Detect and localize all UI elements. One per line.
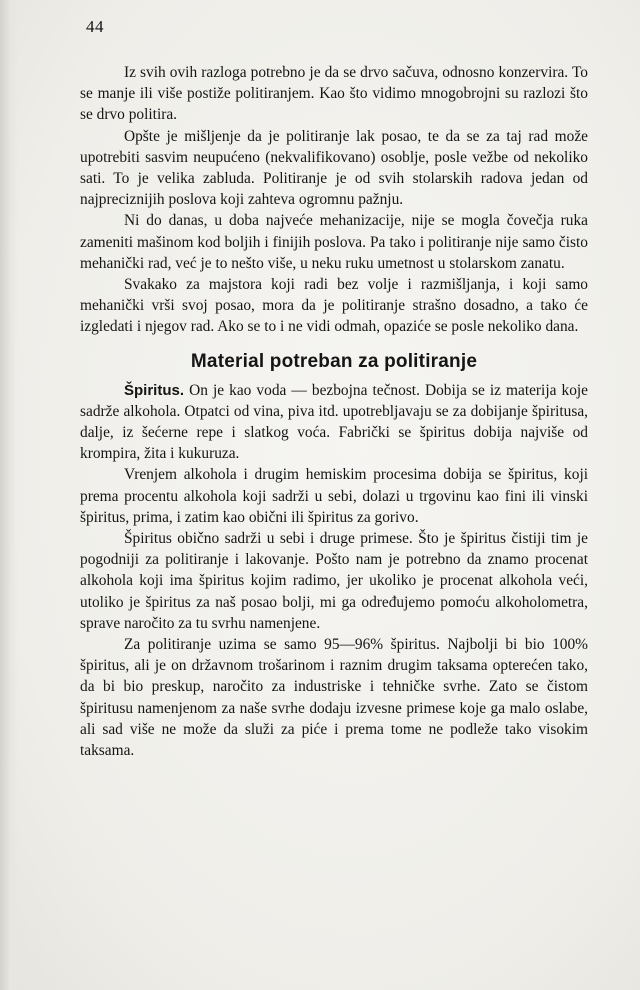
paragraph-intro-1: Iz svih ovih razloga potrebno je da se drvo sačuva, odnosno konzervira. To se manje ili više postiže politiranjem. Kao što vidimo mnogobrojni su razlozi što se drvo politira. xyxy=(80,64,588,124)
term-spiritus-text: On je kao voda — bezbojna tečnost. Dobija se iz materija koje sadrže alkohola. Otpatci od vina, piva itd. upotrebljavaju se za dobijanje špiritusa, dalje, iz šećerne repe i slatkog voća. Fabrički se špiritus dobija najviše od krompira, žita i kukuruza. xyxy=(80,381,588,463)
paragraph-body-1: Vrenjem alkohola i drugim hemiskim procesima dobija se špiritus, koji prema procentu alkohola koji sadrži u sebi, dolazi u trgovinu kao fini ili vinski špiritus, prima, i zatim kao obični ili špiritus za gorivo. xyxy=(80,466,588,526)
term-spiritus: Špiritus. xyxy=(124,381,185,399)
paragraph-intro-4: Svakako za majstora koji radi bez volje i razmišljanja, i koji samo mehanički vrši svoj posao, mora da je politiranje strašno dosadno, a tako će izgledati i njegov rad. Ako se to i ne vidi odmah, opaziće se posle nekoliko dana. xyxy=(80,276,588,336)
paragraph-body-3: Za politiranje uzima se samo 95—96% špiritus. Najbolji bi bio 100% špiritus, ali je on državnom trošarinom i raznim drugim taksama opterećen tako, da bi bio preskup, naročito za industriske i tehničke svrhe. Zato se čistom špiritusu namenjenom za naše svrhe dodaju izvesne primese koje ga malo oslabe, ali sad više ne može da služi za piće i prema tome ne podleže tako visokim taksama. xyxy=(80,636,588,760)
paragraph-intro-3: Ni do danas, u doba najveće mehanizacije, nije se mogla čovečja ruka zameniti mašinom kod boljih i finijih poslova. Pa tako i politiranje nije samo čisto mehanički rad, već je to nešto više, u neku ruku umetnost u stolarskom zanatu. xyxy=(80,212,588,272)
paragraph-body-2: Špiritus obično sadrži u sebi i druge primese. Što je špiritus čistiji tim je pogodniji za politiranje i lakovanje. Pošto nam je potrebno da znamo procenat alkohola koji ima špiritus kojim radimo, jer ukoliko je procenat alkohola veći, utoliko je špiritus za naš posao bolji, mi ga određujemo pomoću alkoholometra, sprave naročito za tu svrhu namenjene. xyxy=(80,530,588,632)
paragraph-spiritus-definition xyxy=(80,380,588,465)
paragraph-intro-2: Opšte je mišljenje da je politiranje lak posao, te da se za taj rad može upotrebiti sasvim neupućeno (nekvalifikovano) osoblje, posle vežbe od nekoliko sati. To je velika zabluda. Politiranje je od svih stolarskih radova jedan od najpreciznijih poslova koji zahteva ogromnu pažnju. xyxy=(80,127,588,209)
section-heading: Material potreban za politiranje xyxy=(190,350,478,372)
page-number: 44 xyxy=(86,17,104,36)
page-text xyxy=(80,62,588,761)
page-binding-edge xyxy=(0,0,18,990)
